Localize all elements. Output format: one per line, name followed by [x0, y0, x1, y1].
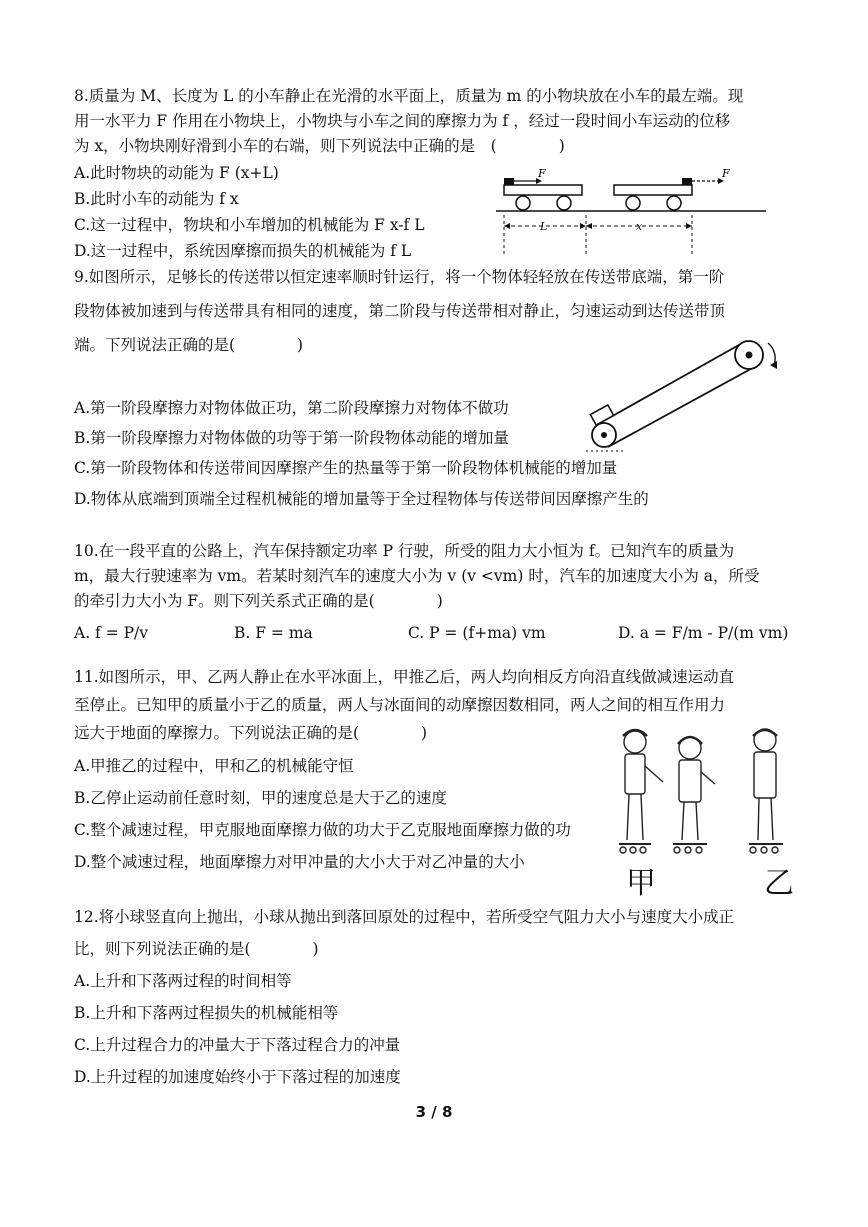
q8-option-b: B.此时小车的动能为 f x — [74, 190, 239, 208]
q9-option-c: C.第一阶段物体和传送带间因摩擦产生的热量等于第一阶段物体机械能的增加量 — [74, 459, 618, 477]
q8-fig-force-label-left: F — [538, 167, 546, 180]
q8-option-c: C.这一过程中，物块和小车增加的机械能为 F x-f L — [74, 216, 425, 234]
q12-option-d: D.上升过程的加速度始终小于下落过程的加速度 — [74, 1068, 401, 1086]
q12-stem-line-2: 比，则下列说法正确的是( ) — [74, 940, 319, 958]
q8-fig-length-label: L — [540, 220, 548, 233]
q8-option-d: D.这一过程中，系统因摩擦而损失的机械能为 f L — [74, 242, 412, 260]
q10-stem-line-1: 10.在一段平直的公路上，汽车保持额定功率 P 行驶，所受的阻力大小恒为 f。已知汽车的质量为 — [74, 542, 735, 560]
q9-option-b: B.第一阶段摩擦力对物体做的功等于第一阶段物体动能的增加量 — [74, 429, 509, 447]
q8-fig-force-label-right: F — [722, 167, 730, 180]
q10-stem-line-2: m，最大行驶速率为 vm。若某时刻汽车的速度大小为 v (v <vm) 时，汽车的加速度大小为 a，所受 — [74, 567, 760, 585]
q8-cart-figure — [496, 165, 776, 260]
q12-option-a: A.上升和下落两过程的时间相等 — [74, 972, 292, 990]
q11-stem-line-1: 11.如图所示，甲、乙两人静止在水平冰面上，甲推乙后，两人均向相反方向沿直线做减速运动直 — [74, 668, 735, 686]
q10-option-c: C. P = (f+ma) vm — [408, 624, 546, 642]
q8-stem-line-1: 8.质量为 M、长度为 L 的小车静止在光滑的水平面上，质量为 m 的小物块放在小车的最左端。现 — [74, 87, 744, 105]
q10-option-d: D. a = F/m - P/(m vm) — [618, 624, 789, 642]
q10-option-b: B. F = ma — [234, 624, 313, 642]
q8-stem-line-2: 用一水平力 F 作用在小物块上，小物块与小车之间的摩擦力为 f ，经过一段时间小车运动的位移 — [74, 112, 731, 130]
q11-option-d: D.整个减速过程，地面摩擦力对甲冲量的大小大于对乙冲量的大小 — [74, 853, 525, 871]
q11-option-a: A.甲推乙的过程中，甲和乙的机械能守恒 — [74, 757, 354, 775]
q11-stem-line-3: 远大于地面的摩擦力。下列说法正确的是( ) — [74, 724, 428, 742]
q11-option-b: B.乙停止运动前任意时刻，甲的速度总是大于乙的速度 — [74, 789, 447, 807]
q11-skaters-figure — [615, 722, 795, 862]
q9-option-a: A.第一阶段摩擦力对物体做正功，第二阶段摩擦力对物体不做功 — [74, 399, 509, 417]
q11-stem-line-2: 至停止。已知甲的质量小于乙的质量，两人与冰面间的动摩擦因数相同，两人之间的相互作用力 — [74, 696, 726, 714]
q10-option-a: A. f = P/v — [74, 624, 149, 642]
q9-stem-line-3: 端。下列说法正确的是( ) — [74, 336, 304, 354]
q9-conveyor-figure — [586, 335, 786, 455]
q9-stem-line-1: 9.如图所示，足够长的传送带以恒定速率顺时针运行，将一个物体轻轻放在传送带底端，第一阶 — [74, 268, 725, 286]
page-number: 3 / 8 — [415, 1103, 453, 1121]
q8-stem-line-3: 为 x，小物块刚好滑到小车的右端，则下列说法中正确的是 ( ) — [74, 137, 565, 155]
q12-option-b: B.上升和下落两过程损失的机械能相等 — [74, 1004, 339, 1022]
q11-label-jia: 甲 — [626, 866, 656, 901]
q9-stem-line-2: 段物体被加速到与传送带具有相同的速度，第二阶段与传送带相对静止，匀速运动到达传送带顶 — [74, 302, 726, 320]
q8-option-a: A.此时物块的动能为 F (x+L) — [74, 164, 279, 182]
q9-option-d: D.物体从底端到顶端全过程机械能的增加量等于全过程物体与传送带间因摩擦产生的 — [74, 490, 649, 508]
q11-option-c: C.整个减速过程，甲克服地面摩擦力做的功大于乙克服地面摩擦力做的功 — [74, 821, 571, 839]
q12-option-c: C.上升过程合力的冲量大于下落过程合力的冲量 — [74, 1036, 401, 1054]
q10-stem-line-3: 的牵引力大小为 F。则下列关系式正确的是( ) — [74, 592, 443, 610]
q12-stem-line-1: 12.将小球竖直向上抛出，小球从抛出到落回原处的过程中，若所受空气阻力大小与速度大小成正 — [74, 908, 735, 926]
q11-label-yi: 乙 — [764, 866, 794, 901]
q8-fig-displacement-label: x — [636, 220, 643, 233]
